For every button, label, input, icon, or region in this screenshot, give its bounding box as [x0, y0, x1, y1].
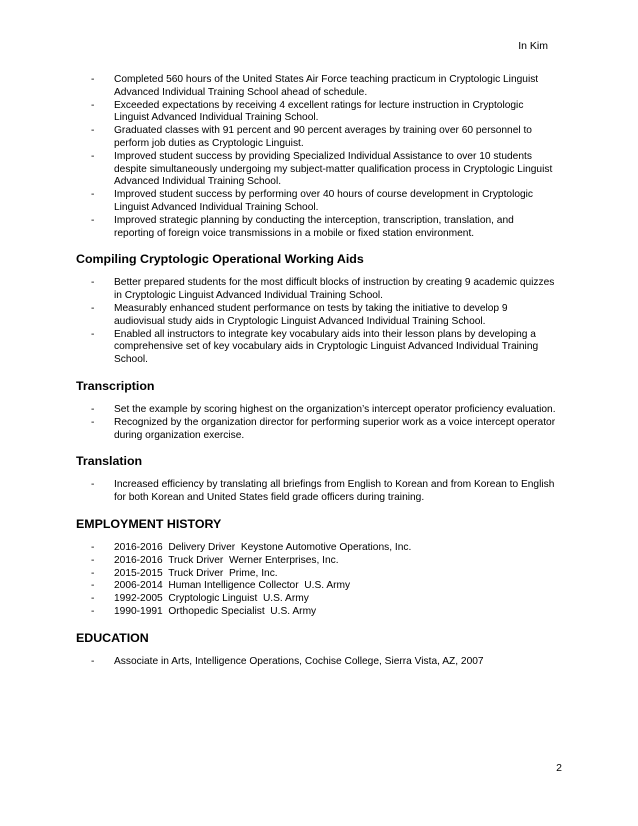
section-title-transcription: Transcription [76, 378, 155, 393]
section-title-aids: Compiling Cryptologic Operational Working Aids [76, 252, 364, 267]
section-title-translation: Translation [76, 454, 143, 469]
list-item: - Improved strategic planning by conducting the interception, transcription, translation, and reporting of foreign voice transmissions in a mobile or fixed station environment. [76, 215, 556, 241]
header-name: In Kim [518, 40, 548, 52]
page-number: 2 [556, 762, 562, 774]
employment-item: - 1990-1991 Orthopedic Specialist U.S. Army [76, 606, 556, 619]
list-item: - Exceeded expectations by receiving 4 excellent ratings for lecture instruction in Cryptologic Linguist Advanced Individual Training School. [76, 100, 556, 126]
section-title-employment: EMPLOYMENT HISTORY [76, 516, 222, 531]
section-title-education: EDUCATION [76, 630, 149, 645]
aids-bullet-list [76, 277, 556, 367]
list-item: - Completed 560 hours of the United States Air Force teaching practicum in Cryptologic Linguist Advanced Individual Training School ahead of schedule. [76, 74, 556, 100]
list-item: - Enabled all instructors to integrate key vocabulary aids into their lesson plans by developing a comprehensive set of key vocabulary aids in Cryptologic Linguist Advanced Individual Training School. [76, 329, 556, 367]
employment-item: - 2006-2014 Human Intelligence Collector U.S. Army [76, 580, 556, 593]
transcription-bullet-list [76, 404, 556, 442]
employment-item: - 2016-2016 Delivery Driver Keystone Automotive Operations, Inc. [76, 542, 556, 555]
list-item: - Better prepared students for the most difficult blocks of instruction by creating 9 academic quizzes in Cryptologic Linguist Advanced Individual Training School. [76, 277, 556, 303]
employment-list [76, 542, 556, 619]
list-item: - Increased efficiency by translating all briefings from English to Korean and from Korean to English for both Korean and United States field grade officers during training. [76, 479, 556, 505]
education-list [76, 656, 556, 669]
intro-bullet-list [76, 74, 556, 240]
list-item: - Improved student success by providing Specialized Individual Assistance to over 10 students despite simultaneously undergoing my subject-matter qualification process in Cryptologic Linguist Advanced Individual Training School. [76, 151, 556, 189]
translation-bullet-list [76, 479, 556, 505]
list-item: - Set the example by scoring highest on the organization’s intercept operator proficiency evaluation. [76, 404, 556, 417]
list-item: - Measurably enhanced student performance on tests by taking the initiative to develop 9 audiovisual study aids in Cryptologic Linguist Advanced Individual Training School. [76, 303, 556, 329]
list-item: - Recognized by the organization director for performing superior work as a voice intercept operator during organization exercise. [76, 417, 556, 443]
list-item: - Improved student success by performing over 40 hours of course development in Cryptologic Linguist Advanced Individual Training School. [76, 189, 556, 215]
employment-item: - 1992-2005 Cryptologic Linguist U.S. Army [76, 593, 556, 606]
education-item: - Associate in Arts, Intelligence Operations, Cochise College, Sierra Vista, AZ, 2007 [76, 656, 556, 669]
employment-item: - 2015-2015 Truck Driver Prime, Inc. [76, 568, 556, 581]
list-item: - Graduated classes with 91 percent and 90 percent averages by training over 60 personnel to perform job duties as Cryptologic Linguist. [76, 125, 556, 151]
employment-item: - 2016-2016 Truck Driver Werner Enterprises, Inc. [76, 555, 556, 568]
page-content [76, 74, 556, 669]
